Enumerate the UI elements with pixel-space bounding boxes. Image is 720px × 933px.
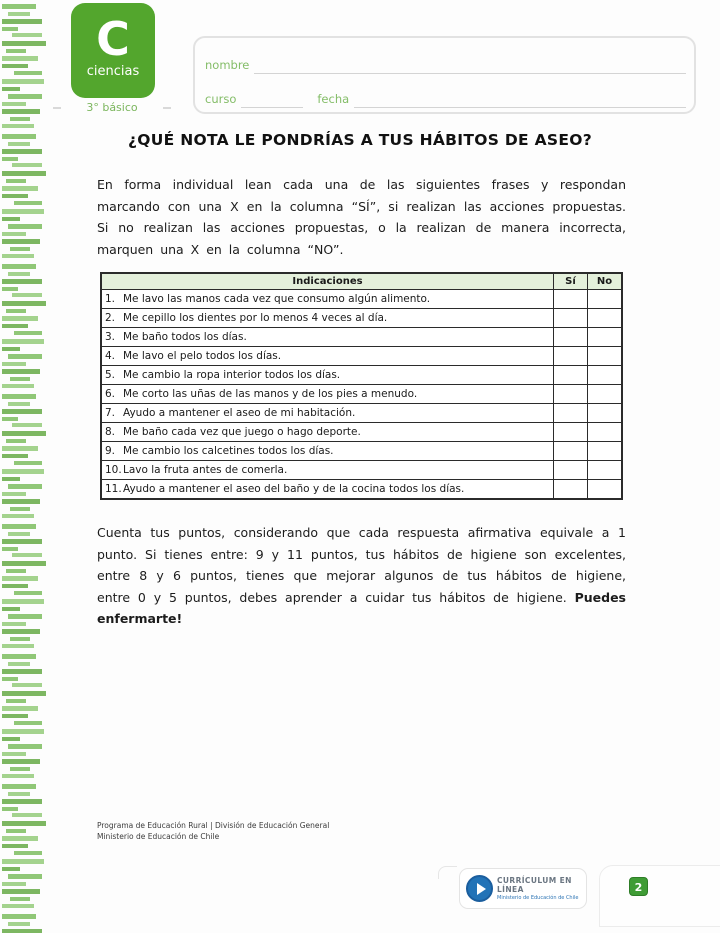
no-checkbox-cell[interactable] (588, 423, 623, 442)
intro-paragraph: En forma individual lean cada una de las siguientes frases y respondan marcando con una X en la columna “SÍ”, si realizan las acciones propuestas. Si no realizan las acciones propuestas, o la realizan de manera incorrecta, marquen una X en la columna “NO”. (97, 177, 626, 257)
scoring-paragraph (97, 522, 626, 630)
column-header-no: No (588, 273, 623, 290)
table-row (101, 328, 622, 347)
si-checkbox-cell[interactable] (554, 442, 588, 461)
table-header-row (101, 273, 622, 290)
scoring-warning: Puedes enfermarte! (97, 589, 626, 626)
no-checkbox-cell[interactable] (588, 347, 623, 366)
row-number: 5. (105, 369, 116, 381)
corner-tab (599, 865, 720, 927)
table-row (101, 480, 622, 500)
row-text: Me lavo el pelo todos los días. (123, 350, 282, 362)
no-checkbox-cell[interactable] (588, 328, 623, 347)
indicacion-cell (101, 366, 554, 385)
table-row (101, 366, 622, 385)
si-checkbox-cell[interactable] (554, 423, 588, 442)
no-checkbox-cell[interactable] (588, 442, 623, 461)
row-text: Ayudo a mantener el aseo del baño y de la cocina todos los días. (123, 483, 465, 495)
logo-subtitle: Ministerio de Educación de Chile (497, 895, 579, 901)
si-checkbox-cell[interactable] (554, 366, 588, 385)
si-checkbox-cell[interactable] (554, 385, 588, 404)
indicacion-cell (101, 328, 554, 347)
no-checkbox-cell[interactable] (588, 480, 623, 500)
date-input-line[interactable] (354, 91, 686, 108)
indicacion-cell (101, 423, 554, 442)
scoring-text: Cuenta tus puntos, considerando que cada respuesta afirmativa equivale a 1 punto. Si tienes entre: 9 y 11 puntos, tus hábitos de higiene son excelentes, entre 8 y 6 puntos, tienes que mejorar algunos de tus hábitos de higiene, entre 0 y 5 puntos, debes aprender a cuidar tus hábitos de higiene. (97, 525, 626, 605)
column-header-indicaciones: Indicaciones (101, 273, 554, 290)
curriculum-logo (459, 868, 587, 909)
si-checkbox-cell[interactable] (554, 404, 588, 423)
table-row (101, 442, 622, 461)
row-text: Me corto las uñas de las manos y de los pies a menudo. (123, 388, 418, 400)
indicacion-cell (101, 480, 554, 500)
page-title: ¿QUÉ NOTA LE PONDRÍAS A TUS HÁBITOS DE ASEO? (127, 131, 593, 149)
no-checkbox-cell[interactable] (588, 404, 623, 423)
date-label: fecha (317, 92, 350, 106)
no-checkbox-cell[interactable] (588, 366, 623, 385)
row-number: 1. (105, 293, 116, 305)
indicacion-cell (101, 347, 554, 366)
table-row (101, 404, 622, 423)
indicacion-cell (101, 385, 554, 404)
course-input-line[interactable] (241, 91, 303, 108)
si-checkbox-cell[interactable] (554, 480, 588, 500)
table-row (101, 309, 622, 328)
si-checkbox-cell[interactable] (554, 461, 588, 480)
column-header-si: Sí (554, 273, 588, 290)
no-checkbox-cell[interactable] (588, 290, 623, 309)
si-checkbox-cell[interactable] (554, 328, 588, 347)
subject-name: ciencias (86, 64, 140, 79)
name-label: nombre (205, 58, 250, 72)
indicacion-cell (101, 309, 554, 328)
name-row (205, 50, 686, 74)
no-checkbox-cell[interactable] (588, 309, 623, 328)
play-icon (466, 875, 493, 902)
student-info-box (193, 36, 696, 114)
row-number: 11. (105, 483, 122, 495)
table-row (101, 423, 622, 442)
indicacion-cell (101, 404, 554, 423)
indicacion-cell (101, 461, 554, 480)
row-text: Ayudo a mantener el aseo de mi habitación. (123, 407, 356, 419)
no-checkbox-cell[interactable] (588, 385, 623, 404)
table-row (101, 290, 622, 309)
course-date-row (205, 84, 686, 108)
subject-initial: C (96, 12, 130, 66)
row-number: 10. (105, 464, 122, 476)
decorative-curve (438, 866, 457, 879)
subject-badge (71, 3, 155, 98)
row-number: 7. (105, 407, 116, 419)
row-number: 3. (105, 331, 116, 343)
row-text: Me cepillo los dientes por lo menos 4 veces al día. (123, 312, 388, 324)
si-checkbox-cell[interactable] (554, 309, 588, 328)
decorative-dash (53, 107, 61, 109)
row-text: Lavo la fruta antes de comerla. (123, 464, 288, 476)
decorative-dash (163, 107, 171, 109)
footer-line-1: Programa de Educación Rural | División de Educación General (97, 821, 330, 830)
row-text: Me cambio los calcetines todos los días. (123, 445, 334, 457)
row-text: Me lavo las manos cada vez que consumo algún alimento. (123, 293, 431, 305)
decorative-side-strip (0, 0, 58, 933)
row-text: Me baño todos los días. (123, 331, 247, 343)
row-number: 2. (105, 312, 116, 324)
table-row (101, 461, 622, 480)
logo-title: CURRÍCULUM EN LÍNEA (497, 876, 572, 894)
si-checkbox-cell[interactable] (554, 347, 588, 366)
name-input-line[interactable] (254, 57, 686, 74)
page-number-badge: 2 (629, 877, 648, 896)
indicacion-cell (101, 442, 554, 461)
footer-credits (97, 820, 329, 842)
habits-table (100, 272, 623, 500)
course-label: curso (205, 92, 237, 106)
footer-line-2: Ministerio de Educación de Chile (97, 832, 220, 841)
no-checkbox-cell[interactable] (588, 461, 623, 480)
si-checkbox-cell[interactable] (554, 290, 588, 309)
table-row (101, 347, 622, 366)
indicacion-cell (101, 290, 554, 309)
row-number: 9. (105, 445, 116, 457)
row-number: 4. (105, 350, 116, 362)
row-number: 8. (105, 426, 116, 438)
table-row (101, 385, 622, 404)
row-text: Me baño cada vez que juego o hago deporte. (123, 426, 361, 438)
row-number: 6. (105, 388, 116, 400)
grade-label: 3° básico (86, 101, 138, 114)
row-text: Me cambio la ropa interior todos los días. (123, 369, 341, 381)
